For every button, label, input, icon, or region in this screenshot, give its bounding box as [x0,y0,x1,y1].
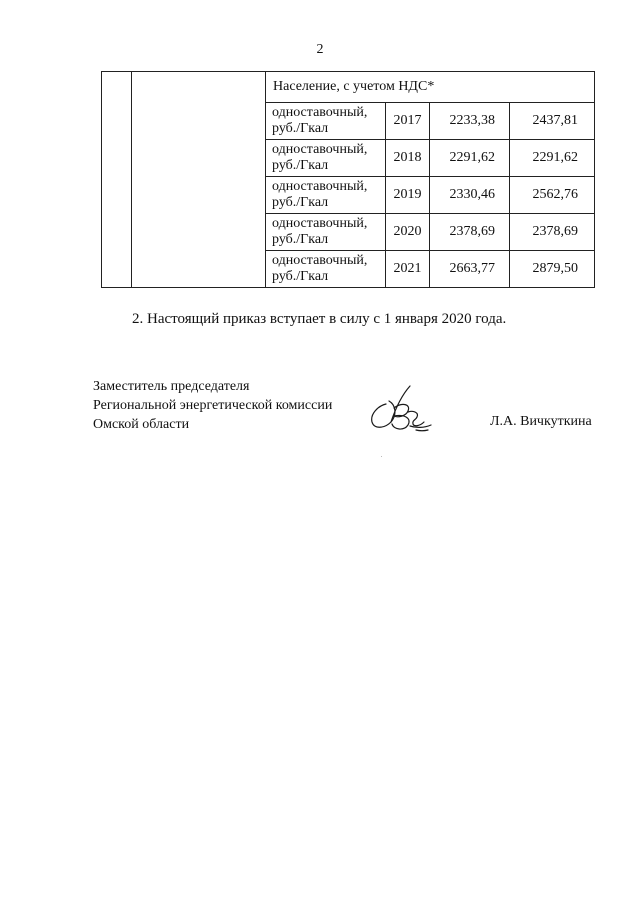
tariff-first-half-cell: 2233,38 [430,103,510,140]
year-cell: 2017 [386,103,430,140]
section-label: Население, с учетом НДС* [266,72,595,103]
year-cell: 2021 [386,251,430,288]
tariff-second-half-cell: 2879,50 [510,251,595,288]
order-paragraph: 2. Настоящий приказ вступает в силу с 1 января 2020 года. [132,311,507,327]
year-cell: 2020 [386,214,430,251]
unit-cell: одноставочный, руб./Гкал [266,177,386,214]
unit-cell: одноставочный, руб./Гкал [266,251,386,288]
signer-position-line: Заместитель председателя [93,379,250,394]
tariff-table [101,71,595,288]
page-number: 2 [316,42,324,57]
tariff-second-half-cell: 2291,62 [510,140,595,177]
tariff-first-half-cell: 2330,46 [430,177,510,214]
tariff-second-half-cell: 2562,76 [510,177,595,214]
scan-speck [381,456,382,457]
signer-position-line: Омской области [93,417,190,432]
year-cell: 2018 [386,140,430,177]
signer-position-line: Региональной энергетической комиссии [93,398,333,413]
unit-cell: одноставочный, руб./Гкал [266,103,386,140]
tariff-first-half-cell: 2378,69 [430,214,510,251]
tariff-first-half-cell: 2663,77 [430,251,510,288]
table-section-row [102,72,595,103]
handwritten-signature [364,380,436,438]
unit-cell: одноставочный, руб./Гкал [266,214,386,251]
tariff-first-half-cell: 2291,62 [430,140,510,177]
tariff-second-half-cell: 2378,69 [510,214,595,251]
tariff-second-half-cell: 2437,81 [510,103,595,140]
signer-position [93,377,332,434]
year-cell: 2019 [386,177,430,214]
unit-cell: одноставочный, руб./Гкал [266,140,386,177]
signer-name: Л.А. Вичкуткина [490,414,592,429]
organization-cell [132,72,266,288]
index-cell [102,72,132,288]
